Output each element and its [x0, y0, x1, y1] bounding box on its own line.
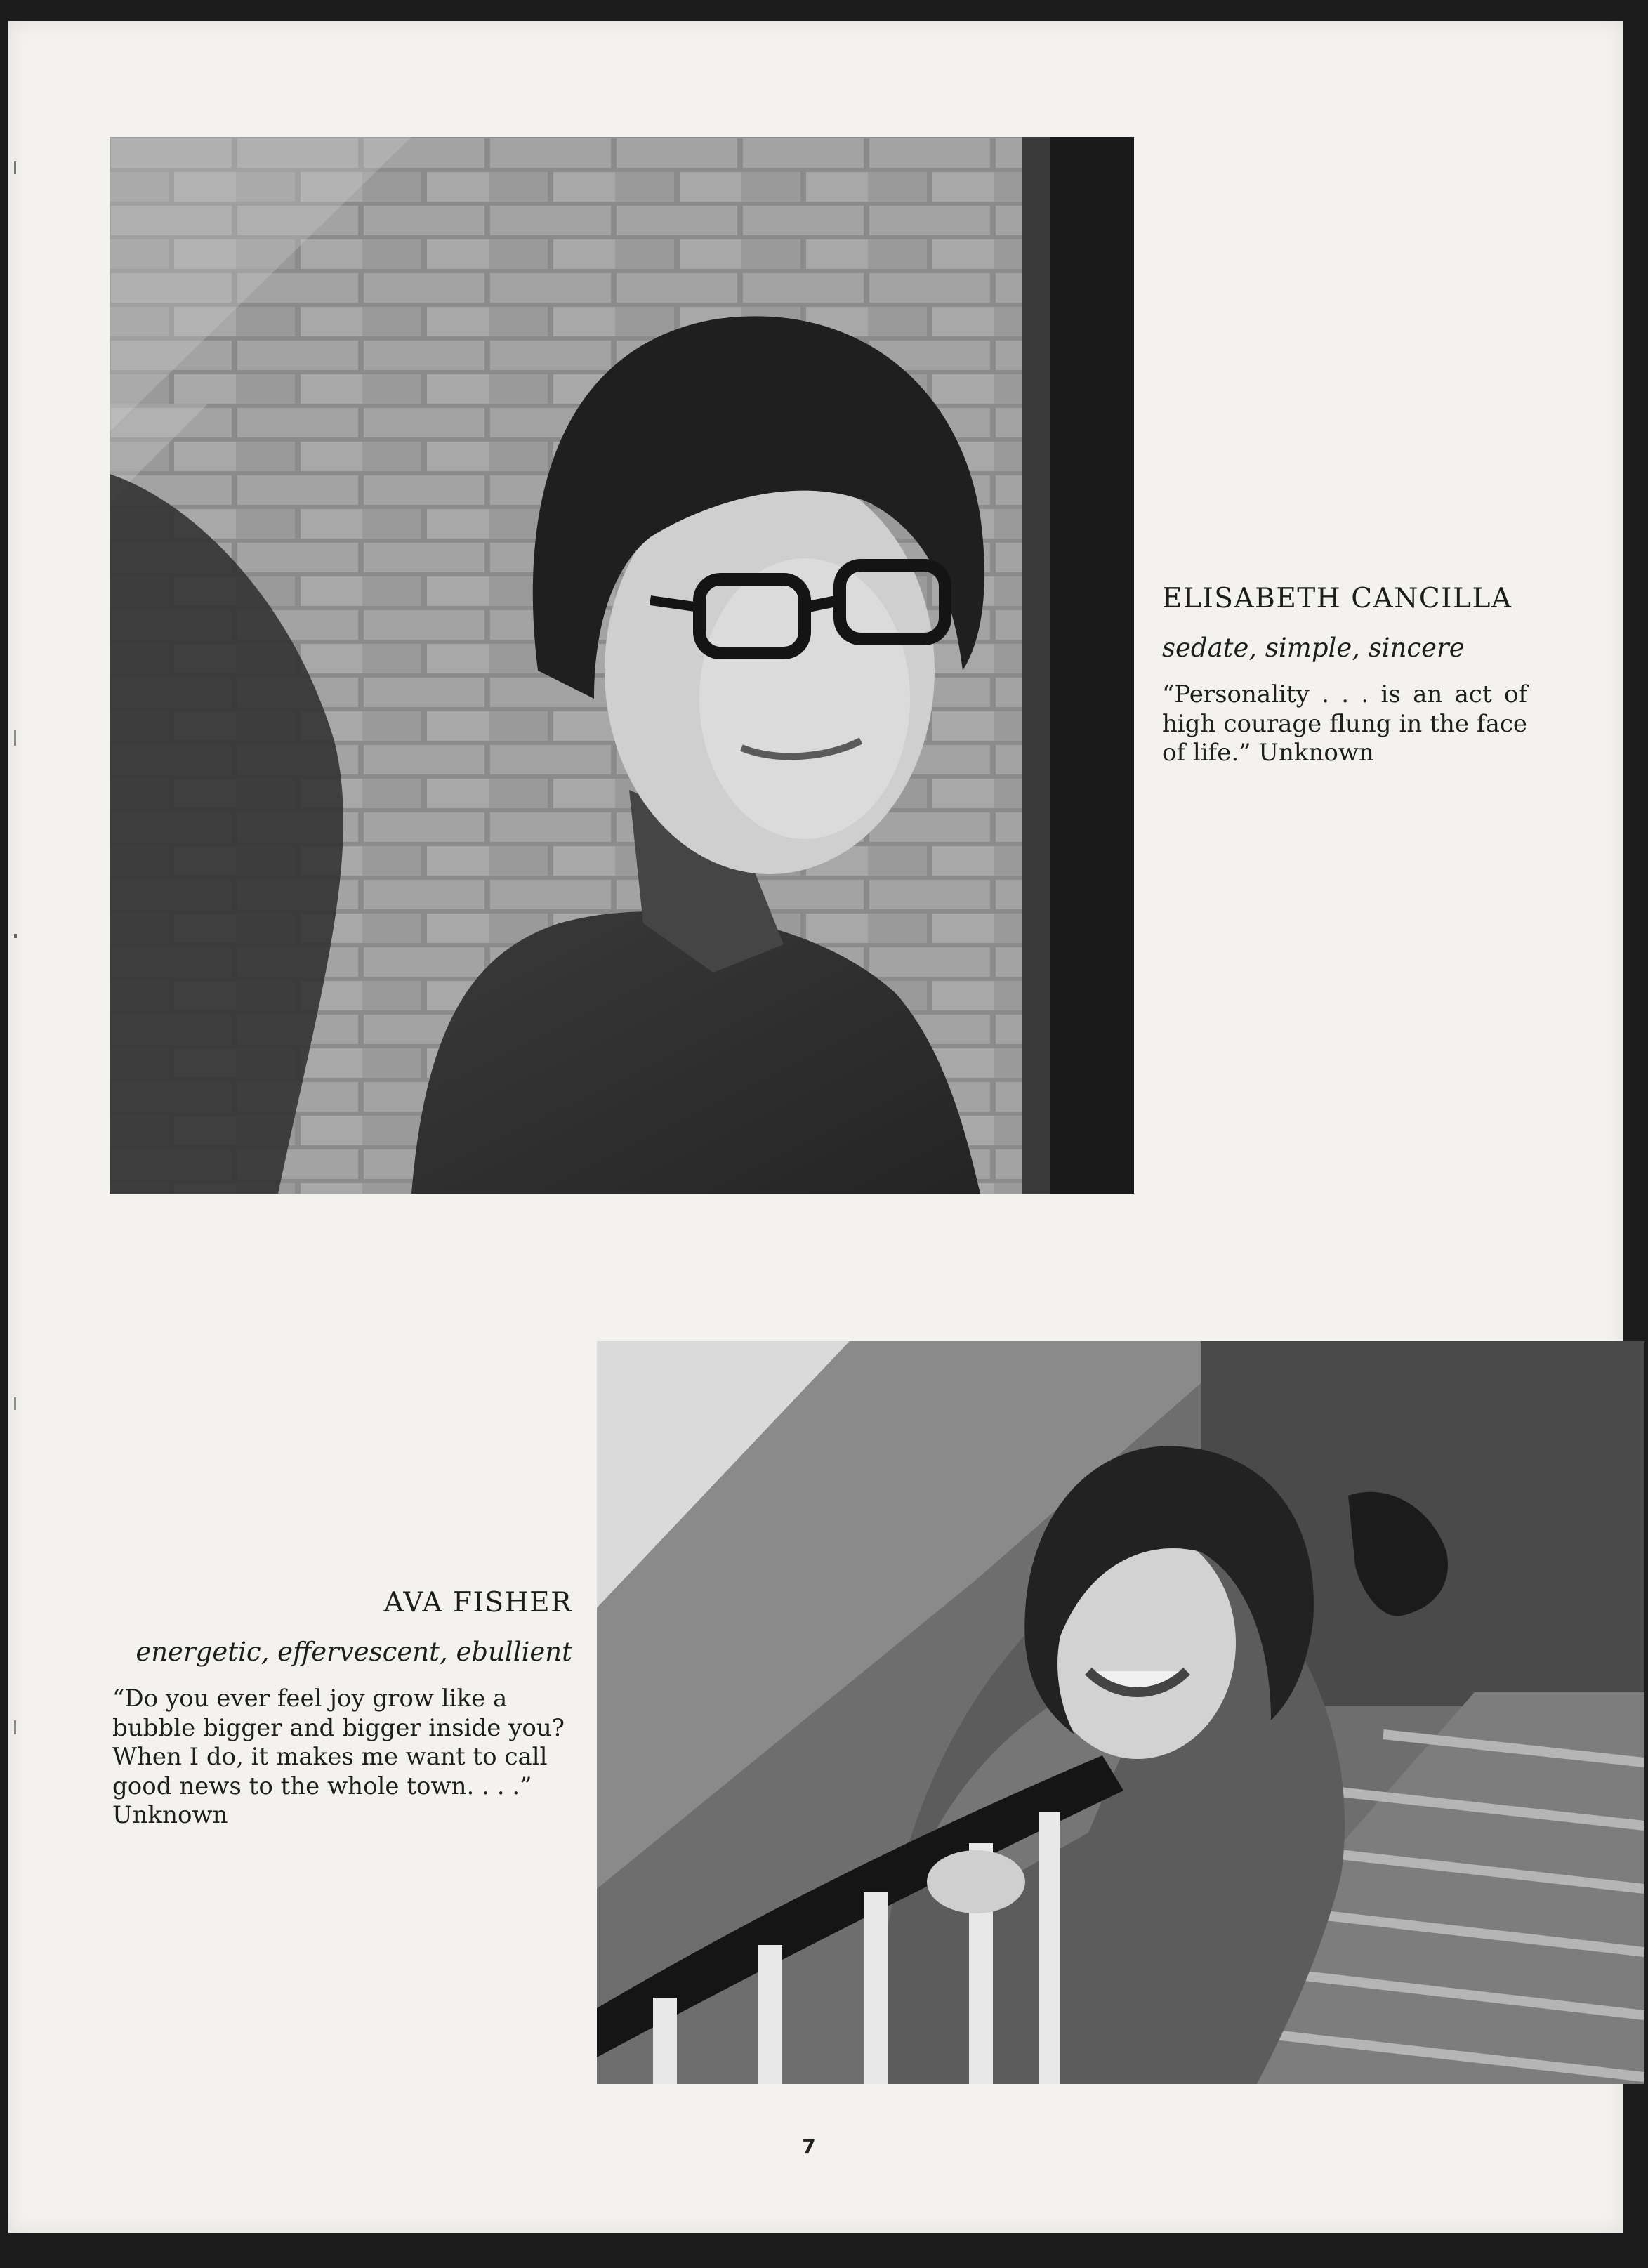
- profile-caption-fisher: [112, 1587, 572, 1831]
- student-name: ELISABETH CANCILLA: [1162, 583, 1512, 614]
- profile-caption-cancilla: [1162, 583, 1527, 768]
- student-descriptors: sedate, simple, sincere: [1162, 632, 1465, 663]
- portrait-photo-icon: [110, 137, 1134, 1194]
- student-quote: “Do you ever feel joy grow like a bubble bigger and bigger inside you? When I do, it makes me want to call good news to the whole town. . . .” Unknown: [112, 1684, 565, 1830]
- page-number: 7: [802, 2135, 816, 2158]
- binding-margin-marks: [8, 21, 22, 2233]
- staircase-photo: [597, 1341, 1644, 2084]
- yearbook-page: [8, 21, 1623, 2233]
- student-name: AVA FISHER: [383, 1587, 572, 1618]
- staircase-photo-icon: [597, 1341, 1644, 2084]
- student-quote: “Personality . . . is an act of high courage flung in the face of life.” Unknown: [1162, 680, 1527, 767]
- student-descriptors: energetic, effervescent, ebullient: [136, 1636, 572, 1667]
- portrait-photo: [110, 137, 1134, 1194]
